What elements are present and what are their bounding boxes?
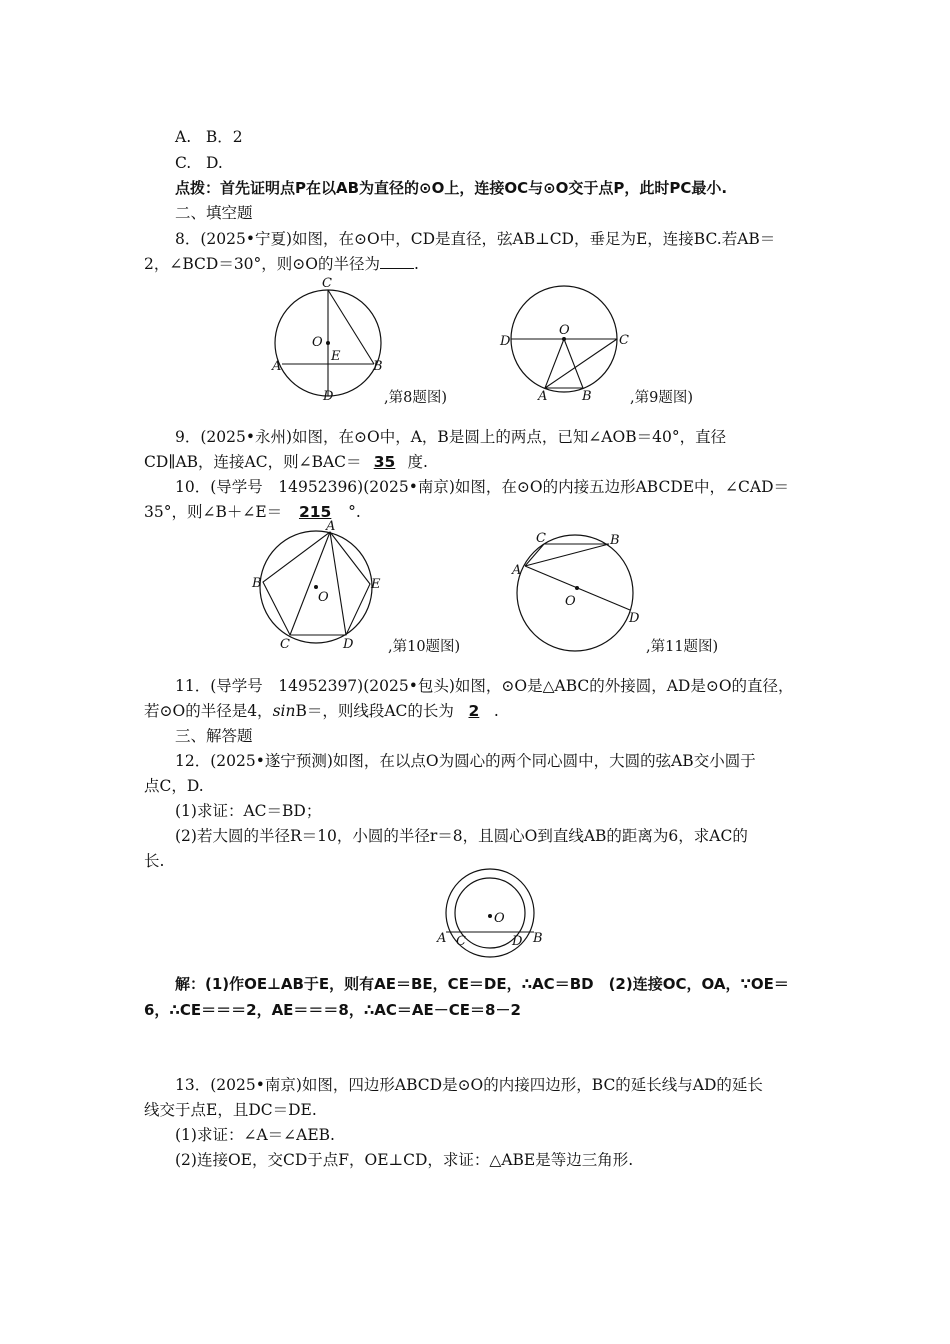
fig10-label-c: C	[280, 637, 290, 652]
q12-part2-line2: 长.	[144, 852, 165, 870]
fig11-segment-ac	[525, 544, 544, 566]
q10-text-line2-pre: 35°，则∠B＋∠E＝	[144, 503, 283, 521]
fig10-label-e: E	[371, 577, 381, 592]
q10-text-line2-post: °.	[348, 503, 361, 521]
figure-q8	[270, 276, 390, 406]
fig9-caption: ,第9题图)	[630, 390, 693, 406]
q11-answer: 2	[468, 702, 480, 720]
fig10-segment-ad	[330, 532, 346, 635]
q11-text-line1: 11．(导学号 14952397)(2025•包头)如图，⊙O是△ABC的外接圆，AD是⊙O的直径，	[175, 677, 794, 695]
fig9-label-b: B	[582, 389, 592, 404]
fig8-label-o: O	[312, 335, 323, 350]
q7-option-a: A.	[175, 128, 192, 146]
fig12-label-o: O	[494, 911, 505, 926]
q11-text-line2-post: .	[493, 702, 499, 720]
fig12-label-b: B	[533, 931, 543, 946]
q11-text-line2-mid: B＝，则线段AC的长为	[295, 702, 454, 720]
fig8-label-b: B	[373, 359, 383, 374]
fig8-center-dot	[326, 341, 330, 345]
q8-answer-blank	[380, 254, 414, 269]
q13-part1: (1)求证：∠A＝∠AEB.	[175, 1126, 335, 1144]
q12-part2-line1: (2)若大圆的半径R＝10，小圆的半径r＝8，且圆心O到直线AB的距离为6，求AC的	[175, 827, 748, 845]
q9-text-line2-post: 度.	[407, 453, 428, 471]
fig12-label-c: C	[456, 934, 466, 949]
figure-q11	[508, 530, 648, 658]
q12-solution-line1: 解：(1)作OE⊥AB于E，则有AE＝BE，CE＝DE，∴AC＝BD (2)连接OC，OA，∵OE＝	[175, 975, 789, 993]
fig11-center-dot	[575, 586, 579, 590]
fig10-label-a: A	[326, 519, 336, 534]
fig10-caption: ,第10题图)	[388, 639, 461, 655]
q7-option-d: D.	[206, 154, 223, 172]
q12-part1: (1)求证：AC＝BD；	[175, 802, 322, 820]
q9-answer: 35	[373, 453, 396, 471]
fig10-label-d: D	[343, 637, 354, 652]
q13-text-line2: 线交于点E，且DC＝DE.	[144, 1101, 317, 1119]
q11-sin: sin	[272, 702, 296, 720]
q12-solution-line2: 6，∴CE＝＝＝2，AE＝＝＝8，∴AC＝AE－CE＝8－2	[144, 1001, 521, 1019]
fig9-label-d: D	[500, 334, 511, 349]
fig9-segment-ac	[545, 339, 617, 388]
q8-text-line1: 8．(2025•宁夏)如图，在⊙O中，CD是直径，弦AB⊥CD，垂足为E，连接BC.若AB＝	[175, 230, 776, 248]
fig10-pentagon	[263, 532, 370, 635]
figure-q12	[436, 870, 548, 950]
fig10-center-dot	[314, 585, 318, 589]
q12-text-line1: 12．(2025•遂宁预测)如图，在以点O为圆心的两个同心圆中，大圆的弦AB交小圆于	[175, 752, 756, 770]
fig12-center-dot	[488, 914, 492, 918]
fig9-label-c: C	[619, 333, 629, 348]
fig10-label-b: B	[252, 576, 262, 591]
fig12-label-d: D	[512, 934, 523, 949]
fig11-label-a: A	[512, 563, 522, 578]
fig8-label-a: A	[272, 359, 282, 374]
figure-q10	[250, 519, 390, 652]
q9-text-line2	[144, 452, 428, 472]
q8-text-line2	[144, 254, 419, 274]
q8-text-line2-pre: 2，∠BCD＝30°，则⊙O的半径为	[144, 255, 380, 273]
q11-text-line2-pre: 若⊙O的半径是4，	[144, 702, 273, 720]
q7-options-row2	[175, 153, 223, 173]
fig9-label-a: A	[538, 389, 548, 404]
q13-text-line1: 13．(2025•南京)如图，四边形ABCD是⊙O的内接四边形，BC的延长线与AD的延长	[175, 1076, 763, 1094]
fig12-label-a: A	[437, 931, 447, 946]
fig11-caption: ,第11题图)	[646, 639, 719, 655]
q10-answer: 215	[298, 503, 332, 521]
fig8-label-c: C	[322, 276, 332, 291]
q7-option-c: C.	[175, 154, 192, 172]
section-solutions-heading: 三、解答题	[175, 727, 253, 745]
q11-text-line2	[144, 701, 499, 721]
q7-options-row1	[175, 127, 243, 147]
q9-text-line2-pre: CD∥AB，连接AC，则∠BAC＝	[144, 453, 362, 471]
q9-text-line1: 9．(2025•永州)如图，在⊙O中，A，B是圆上的两点，已知∠AOB＝40°，直径	[175, 428, 727, 446]
q8-text-line2-post: .	[413, 255, 419, 273]
fig11-label-d: D	[629, 611, 640, 626]
figure-q9	[500, 282, 630, 404]
fig8-label-e: E	[331, 349, 341, 364]
fig10-label-o: O	[318, 590, 329, 605]
q7-hint: 点拨：首先证明点P在以AB为直径的⊙O上，连接OC与⊙O交于点P，此时PC最小.	[175, 179, 728, 197]
q12-text-line2: 点C，D.	[144, 777, 204, 795]
fig8-label-d: D	[323, 389, 334, 404]
fig11-label-o: O	[565, 594, 576, 609]
fig11-label-b: B	[610, 533, 620, 548]
q7-option-b: B．2	[205, 128, 243, 146]
fig11-segment-ab	[525, 544, 609, 566]
fig9-label-o: O	[559, 323, 570, 338]
q13-part2: (2)连接OE，交CD于点F，OE⊥CD，求证：△ABE是等边三角形.	[175, 1151, 634, 1169]
fig8-caption: ,第8题图)	[384, 390, 447, 406]
fig11-label-c: C	[536, 531, 546, 546]
q10-text-line1: 10．(导学号 14952396)(2025•南京)如图，在⊙O的内接五边形ABCDE中，∠CAD＝	[175, 478, 790, 496]
fig9-segment-oa	[545, 339, 564, 388]
section-fill-in-heading: 二、填空题	[175, 204, 253, 222]
